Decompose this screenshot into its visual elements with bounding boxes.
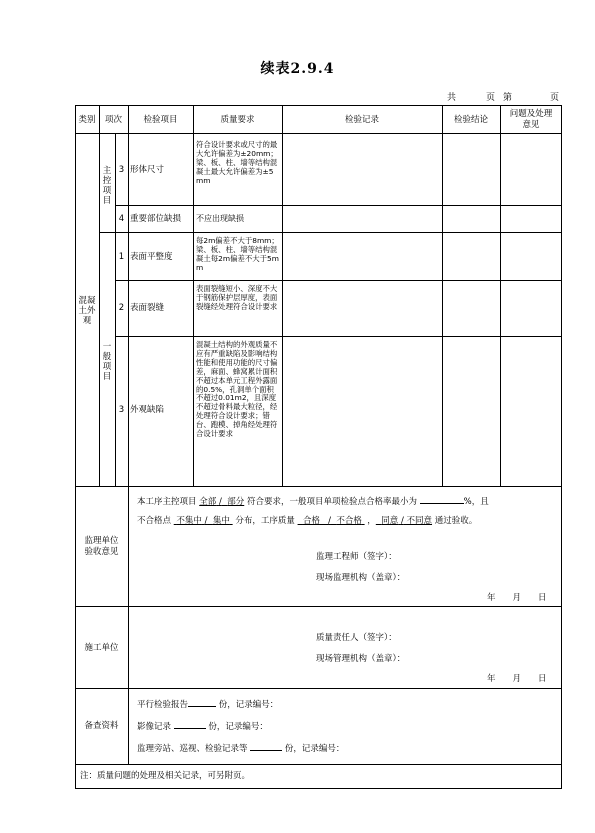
supervision-engineer-signature: 监理工程师（签字）： — [316, 552, 397, 562]
supervision-label-line1: 监理单位 — [84, 536, 119, 546]
row-check-item: 形体尺寸 — [130, 165, 165, 175]
category-line3: 观 — [82, 316, 92, 326]
pass-rate-field[interactable] — [420, 494, 464, 504]
category-line2: 土外 — [78, 306, 96, 316]
construction-org-stamp: 现场管理机构（盖章）： — [316, 654, 406, 664]
supervision-record-count-field[interactable] — [250, 741, 282, 751]
footnote: 注：质量问题的处理及相关记录，可另附页。 — [80, 771, 251, 781]
row-no: 3 — [118, 165, 125, 175]
supervision-label-line2: 验收意见 — [84, 547, 119, 557]
option-concentrated[interactable]: 集中 — [212, 516, 230, 526]
option-not-concentrated[interactable]: 不集中 — [176, 516, 202, 526]
page-unit-label: 页 — [486, 93, 496, 103]
row-check-item: 重要部位缺损 — [130, 214, 182, 224]
row-quality-requirement: 混凝土结构的外观质量不应有严重缺陷及影响结构性能和使用功能的尺寸偏差，麻面、蜂窝累计面积不超过本单元工程外露面的0.5%，孔洞单个面积不超过0.01m2，且深度不超过骨料最大粒径，经处理符合设计要求；错台、跑模、掉角经处理符合设计要求 — [196, 340, 278, 439]
option-partial[interactable]: 部分 — [227, 497, 245, 507]
group-main-control: 主控项目 — [102, 166, 112, 206]
construction-label: 施工单位 — [84, 643, 119, 653]
reference-line3: 监理旁站、巡视、检验记录等 份，记录编号： — [137, 741, 344, 754]
supervision-org-stamp: 现场监理机构（盖章）： — [316, 573, 406, 583]
supervision-opinion-line2: 不合格点 不集中 / 集中 分布，工序质量 合格 / 不合格 ， 同意 / 不同意 通过验收。 — [137, 516, 478, 526]
reference-line1: 平行检验报告 份，记录编号： — [137, 697, 278, 710]
option-disagree[interactable]: 不同意 — [406, 516, 433, 526]
row-check-item: 表面裂缝 — [130, 303, 165, 313]
row-quality-requirement: 表面裂缝短小、深度不大于钢筋保护层厚度，表面裂缝经处理符合设计要求 — [196, 284, 278, 311]
parallel-report-count-field[interactable] — [188, 697, 216, 707]
row-quality-requirement: 每2m偏差不大于8mm；梁、板、柱、墙等结构混凝土每2m偏差不大于5mm — [196, 236, 279, 272]
header-inspection-record: 检验记录 — [344, 115, 379, 125]
reference-line2: 影像记录 份，记录编号： — [137, 719, 268, 732]
row-quality-requirement: 不应出现缺损 — [196, 214, 244, 223]
header-check-item: 检验项目 — [143, 115, 178, 125]
group-general: 一般项目 — [102, 342, 112, 382]
row-no: 1 — [118, 252, 125, 262]
row-no: 3 — [118, 405, 125, 415]
image-record-count-field[interactable] — [174, 719, 206, 729]
option-unqualified[interactable]: 不合格 — [336, 516, 362, 526]
header-conclusion: 检验结论 — [453, 115, 488, 125]
page-title: 续表2.9.4 — [260, 61, 335, 77]
row-no: 4 — [118, 214, 125, 224]
category-line1: 混凝 — [78, 296, 96, 306]
header-issue-line1: 问题及处理 — [509, 109, 553, 119]
header-item-no: 项次 — [104, 115, 122, 125]
reference-label: 备查资料 — [84, 721, 119, 731]
supervision-opinion-line1: 本工序主控项目 全部 / 部分 符合要求，一般项目单项检验点合格率最小为 %，且 — [137, 494, 489, 507]
option-qualified[interactable]: 合格 — [302, 516, 320, 526]
option-all[interactable]: 全部 — [199, 497, 217, 507]
construction-person-signature: 质量责任人（签字）： — [316, 633, 397, 643]
header-quality-requirement: 质量要求 — [220, 115, 255, 125]
row-quality-requirement: 符合设计要求或尺寸的最大允许偏差为±20mm；梁、板、柱、墙等结构混凝土最大允许偏差为±5mm — [196, 140, 278, 185]
row-check-item: 表面平整度 — [130, 252, 173, 262]
option-agree[interactable]: 同意 — [381, 516, 399, 526]
page-unit-label-2: 页 — [550, 93, 560, 103]
supervision-date: 年 月 日 — [487, 593, 547, 603]
header-issue-line2: 意见 — [522, 120, 540, 130]
page-total-label: 共 — [447, 93, 457, 103]
header-category: 类别 — [78, 115, 96, 125]
row-no: 2 — [118, 303, 125, 313]
page-nth-label: 第 — [503, 93, 513, 103]
construction-date: 年 月 日 — [487, 674, 547, 684]
row-check-item: 外观缺陷 — [130, 405, 165, 415]
